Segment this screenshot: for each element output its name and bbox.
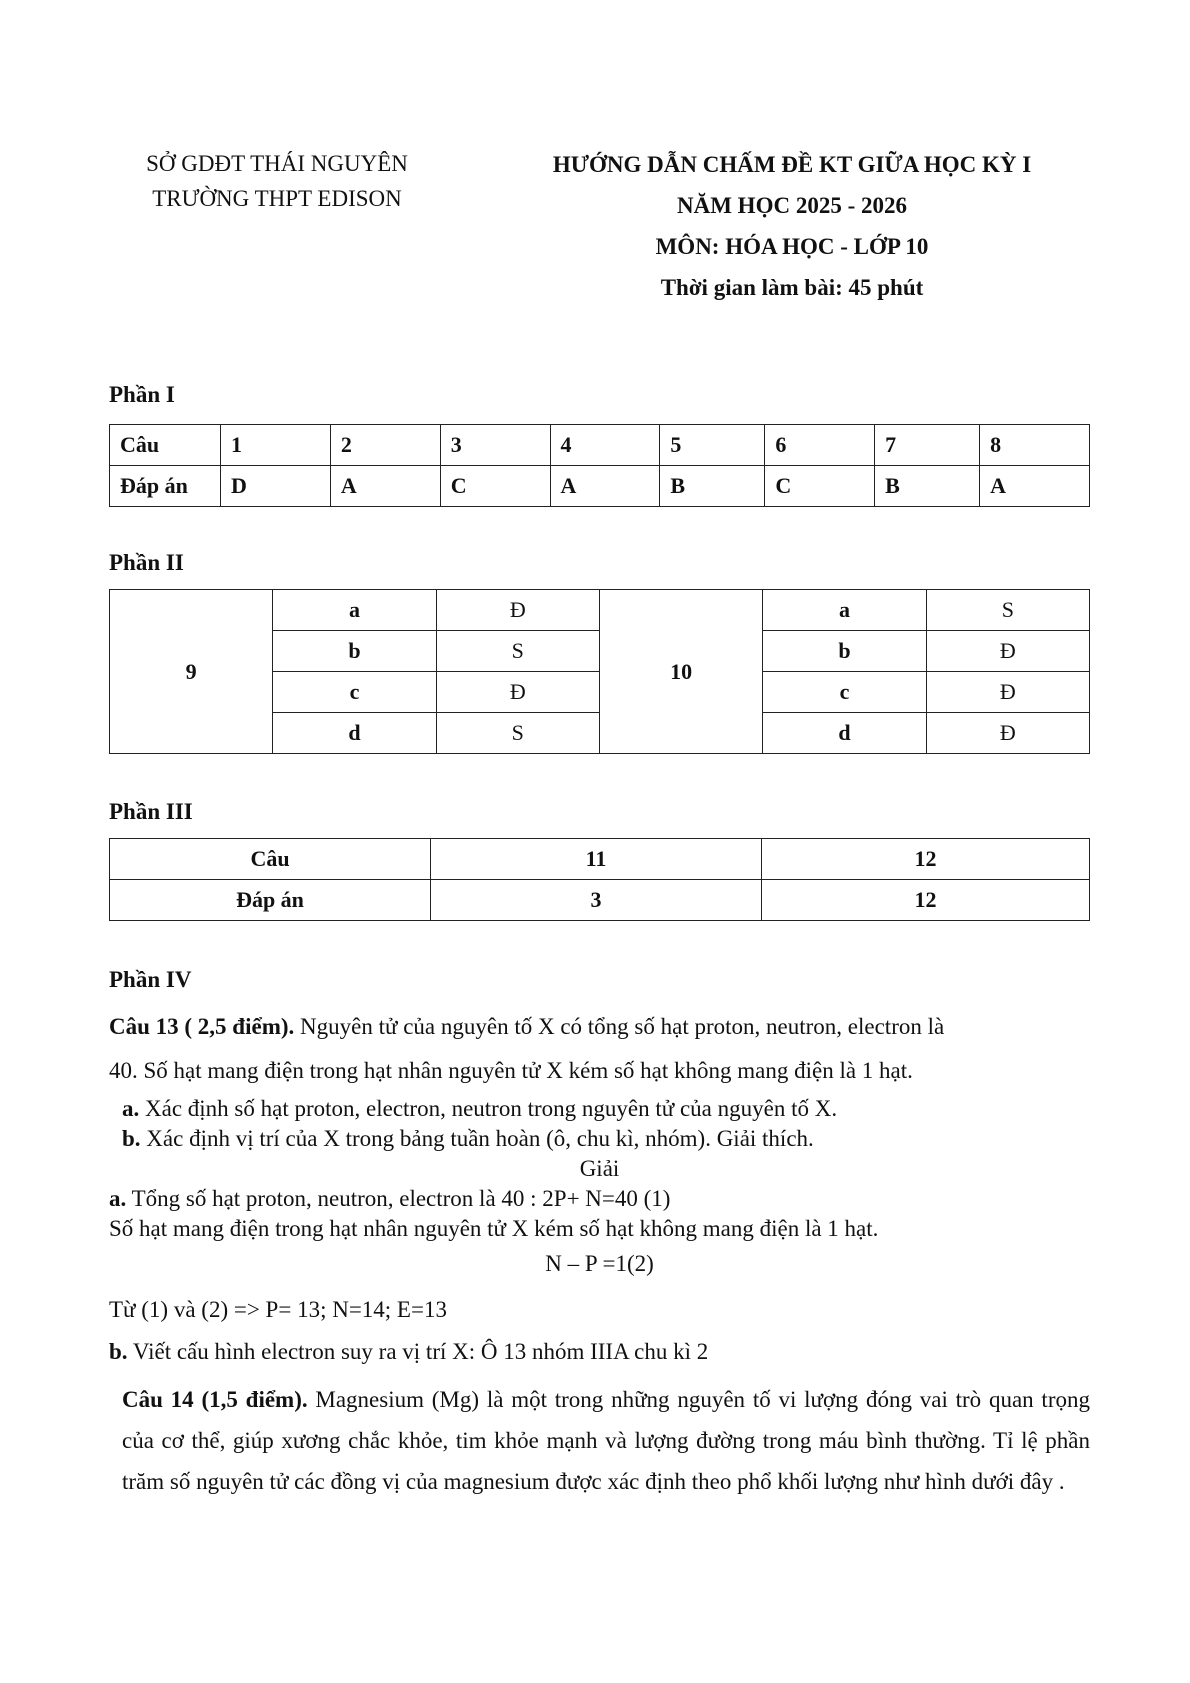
q14-heading: Câu 14 (1,5 điểm). [122, 1387, 308, 1412]
solution-text: Tổng số hạt proton, neutron, electron là 40 : 2P+ N=40 (1) [126, 1186, 671, 1211]
answer-cell: S [436, 631, 599, 672]
duration: Thời gian làm bài: 45 phút [660, 275, 924, 300]
school-name: TRƯỜNG THPT EDISON [152, 186, 402, 211]
answer-cell: Đ [926, 672, 1089, 713]
solution-label: b. [109, 1339, 128, 1364]
statement-label: b [273, 631, 436, 672]
row-label: Đáp án [110, 466, 221, 507]
table-row [110, 466, 1090, 507]
row-label: Câu [110, 425, 221, 466]
statement-label: a [273, 590, 436, 631]
statement-label: d [763, 713, 926, 754]
question-cell: 4 [550, 425, 660, 466]
part3-answer-table [109, 838, 1090, 921]
subquestion-text: Xác định vị trí của X trong bảng tuần hoàn (ô, chu kì, nhóm). Giải thích. [140, 1126, 814, 1151]
q13-solution [109, 1154, 1090, 1244]
answer-cell: 12 [762, 880, 1090, 921]
answer-cell: Đ [436, 590, 599, 631]
q13-line2: 40. Số hạt mang điện trong hạt nhân nguyên tử X kém số hạt không mang điện là 1 hạt. [109, 1058, 913, 1083]
q14-text: Magnesium (Mg) là một trong những nguyên tố vi lượng đóng vai trò quan trọng của cơ thể, giúp xương chắc khỏe, tim khỏe mạnh và lượng đường trong máu bình thường. Tỉ lệ phần trăm số nguyên tử các đồng vị của magnesium được xác định theo phổ khối lượng như hình dưới đây . [122, 1387, 1090, 1494]
question-number: 9 [110, 590, 273, 754]
answer-cell: Đ [926, 631, 1089, 672]
part3-title: Phần III [109, 799, 193, 824]
department-name: SỞ GDĐT THÁI NGUYÊN [146, 151, 408, 176]
answer-cell: A [980, 466, 1090, 507]
part1-answer-table [109, 424, 1090, 507]
school-year: NĂM HỌC 2025 - 2026 [677, 193, 907, 218]
answer-cell: S [436, 713, 599, 754]
part4-title: Phần IV [109, 967, 192, 992]
solution-title: Giải [579, 1156, 620, 1181]
table-row [110, 839, 1090, 880]
row-label: Câu [110, 839, 431, 880]
question-cell: 11 [431, 839, 762, 880]
answer-cell: D [221, 466, 331, 507]
statement-label: d [273, 713, 436, 754]
answer-cell: B [875, 466, 980, 507]
solution-result: Từ (1) và (2) => P= 13; N=14; E=13 [109, 1297, 447, 1322]
q13-line1 [109, 1005, 1090, 1049]
statement-label: c [763, 672, 926, 713]
question-cell: 12 [762, 839, 1090, 880]
q13-text: Nguyên tử của nguyên tố X có tổng số hạt proton, neutron, electron là [294, 1014, 945, 1039]
solution-line [109, 1339, 1090, 1365]
question-cell: 3 [440, 425, 550, 466]
q13-subquestions [122, 1094, 1103, 1154]
statement-label: c [273, 672, 436, 713]
answer-cell: C [440, 466, 550, 507]
answer-cell: 3 [431, 880, 762, 921]
exam-header [512, 144, 1072, 308]
answer-cell: S [926, 590, 1089, 631]
statement-label: a [763, 590, 926, 631]
solution-equation: N – P =1(2) [545, 1251, 654, 1276]
exam-title: HƯỚNG DẪN CHẤM ĐỀ KT GIỮA HỌC KỲ I [552, 152, 1032, 177]
subquestion-text: Xác định số hạt proton, electron, neutron trong nguyên tử của nguyên tố X. [139, 1096, 838, 1121]
part1-title: Phần I [109, 382, 175, 407]
question-cell: 8 [980, 425, 1090, 466]
q13-subquestion-b [122, 1124, 1103, 1154]
question-13 [109, 1005, 1090, 1093]
solution-line: Số hạt mang điện trong hạt nhân nguyên tử X kém số hạt không mang điện là 1 hạt. [109, 1216, 879, 1241]
q13-heading: Câu 13 ( 2,5 điểm). [109, 1014, 295, 1039]
row-label: Đáp án [110, 880, 431, 921]
subquestion-label: a. [122, 1096, 140, 1121]
part2-title: Phần II [109, 550, 184, 575]
solution-line [109, 1184, 1090, 1214]
table-row [110, 880, 1090, 921]
part2-answer-table [109, 589, 1090, 754]
q13-subquestion-a [122, 1094, 1103, 1124]
solution-label: a. [109, 1186, 127, 1211]
answer-cell: A [550, 466, 660, 507]
table-row [110, 425, 1090, 466]
answer-cell: Đ [436, 672, 599, 713]
question-cell: 6 [765, 425, 875, 466]
question-cell: 1 [221, 425, 331, 466]
question-cell: 2 [330, 425, 440, 466]
statement-label: b [763, 631, 926, 672]
school-header [112, 146, 442, 216]
answer-cell: C [765, 466, 875, 507]
question-14 [122, 1379, 1090, 1502]
answer-cell: A [330, 466, 440, 507]
table-row [110, 590, 1090, 631]
question-cell: 7 [875, 425, 980, 466]
subquestion-label: b. [122, 1126, 141, 1151]
answer-cell: B [660, 466, 765, 507]
question-cell: 5 [660, 425, 765, 466]
solution-text: Viết cấu hình electron suy ra vị trí X: Ô 13 nhóm IIIA chu kì 2 [127, 1339, 709, 1364]
question-number: 10 [599, 590, 762, 754]
subject: MÔN: HÓA HỌC - LỚP 10 [655, 234, 929, 259]
answer-cell: Đ [926, 713, 1089, 754]
